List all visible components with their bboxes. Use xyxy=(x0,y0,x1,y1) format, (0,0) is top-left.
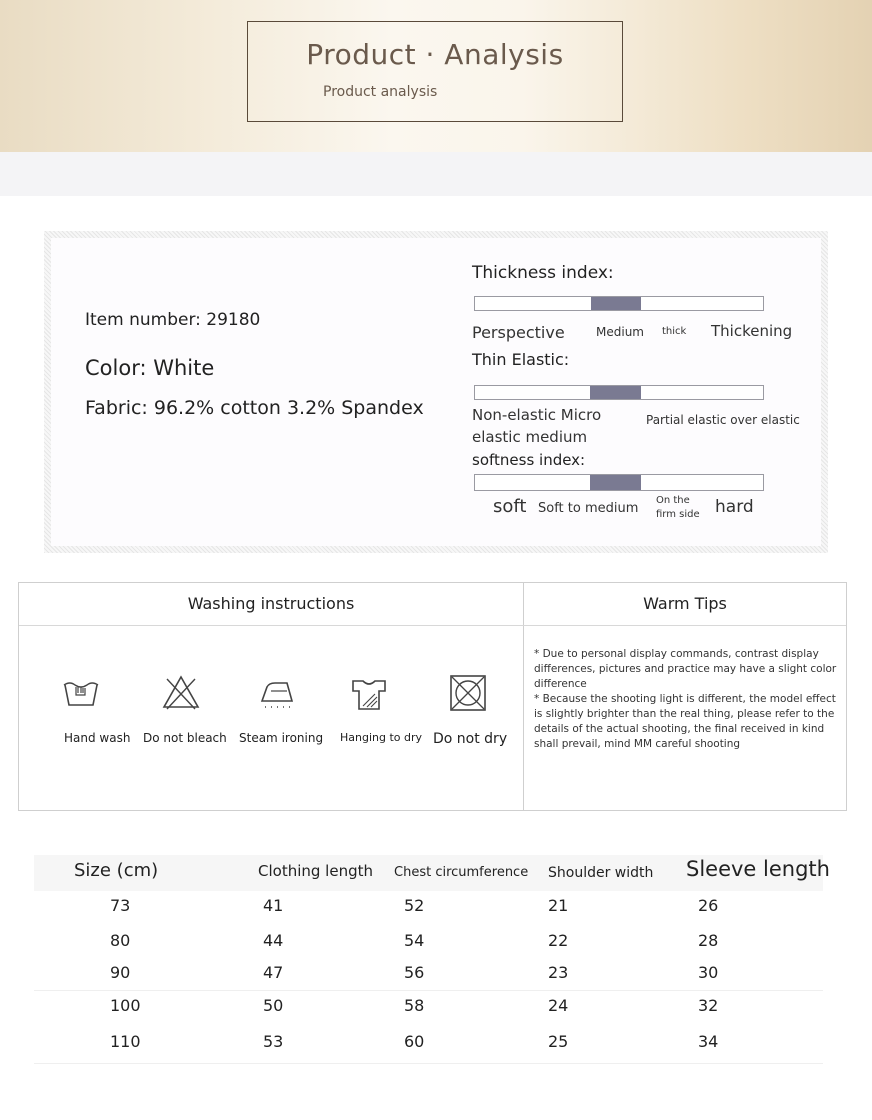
page-title: Product · Analysis xyxy=(306,38,564,71)
softness-label-on-the: On the xyxy=(656,495,690,506)
tip-2: * Because the shooting light is different, the model effect is slightly brighter than the real thing, please refer to the details of the actual shooting, the final received in kind shall prevail, mind MM careful shooting xyxy=(534,693,836,750)
no-bleach-icon xyxy=(161,673,201,713)
elastic-index-title: Thin Elastic: xyxy=(472,350,570,369)
product-color: Color: White xyxy=(85,356,215,380)
warm-tips-text xyxy=(534,647,839,752)
banner-frame xyxy=(247,21,623,122)
cell-sleeve: 32 xyxy=(698,996,719,1015)
cell-chest: 56 xyxy=(404,963,425,982)
product-fabric: Fabric: 96.2% cotton 3.2% Spandex xyxy=(85,397,424,419)
softness-label-hard: hard xyxy=(715,497,754,517)
cell-clothing-length: 44 xyxy=(263,931,284,950)
tips-title: Warm Tips xyxy=(643,594,727,613)
cell-sleeve: 26 xyxy=(698,896,719,915)
thickness-indicator xyxy=(591,297,641,310)
cell-clothing-length: 53 xyxy=(263,1032,284,1051)
softness-indicator xyxy=(590,475,641,490)
cell-clothing-length: 41 xyxy=(263,896,284,915)
elastic-label-nonelastic: Non-elastic Micro xyxy=(472,406,602,424)
header-banner xyxy=(0,0,872,152)
cell-shoulder: 22 xyxy=(548,931,569,950)
hand-wash-icon xyxy=(61,673,101,713)
header-shoulder: Shoulder width xyxy=(548,865,654,881)
cell-clothing-length: 47 xyxy=(263,963,284,982)
cell-shoulder: 21 xyxy=(548,896,569,915)
thickness-label-thickening: Thickening xyxy=(711,322,793,340)
no-dry-label: Do not dry xyxy=(433,731,508,747)
cell-size: 73 xyxy=(110,896,131,915)
elastic-label-partial: Partial elastic over elastic xyxy=(646,413,800,427)
care-section xyxy=(18,582,847,811)
softness-scale xyxy=(474,474,764,491)
cell-size: 90 xyxy=(110,963,131,982)
thickness-index-title: Thickness index: xyxy=(472,263,614,283)
cell-chest: 60 xyxy=(404,1032,425,1051)
divider-band xyxy=(0,152,872,196)
softness-label-firm-side: firm side xyxy=(656,509,700,520)
care-divider-vertical xyxy=(523,583,524,810)
thickness-label-thick: thick xyxy=(662,326,687,337)
hand-wash-label: Hand wash xyxy=(64,731,131,745)
steam-iron-icon xyxy=(257,673,297,713)
thickness-scale xyxy=(474,296,764,311)
row-separator xyxy=(34,990,823,991)
cell-shoulder: 23 xyxy=(548,963,569,982)
cell-size: 100 xyxy=(110,996,141,1015)
washing-title: Washing instructions xyxy=(187,594,355,613)
cell-chest: 58 xyxy=(404,996,425,1015)
elastic-indicator xyxy=(590,386,641,399)
hang-dry-label: Hanging to dry xyxy=(340,731,423,744)
cell-clothing-length: 50 xyxy=(263,996,284,1015)
care-divider-horizontal xyxy=(19,625,846,626)
steam-iron-label: Steam ironing xyxy=(239,731,324,745)
cell-size: 80 xyxy=(110,931,131,950)
hang-dry-icon xyxy=(349,673,389,713)
cell-size: 110 xyxy=(110,1032,141,1051)
softness-label-soft-medium: Soft to medium xyxy=(538,501,639,516)
header-chest: Chest circumference xyxy=(394,865,529,880)
row-separator xyxy=(34,1063,823,1064)
softness-label-soft: soft xyxy=(493,496,527,517)
cell-sleeve: 28 xyxy=(698,931,719,950)
item-number: Item number: 29180 xyxy=(85,310,261,330)
header-size: Size (cm) xyxy=(74,860,159,881)
no-tumble-dry-icon xyxy=(448,673,488,713)
elastic-label-medium: elastic medium xyxy=(472,428,588,446)
cell-chest: 52 xyxy=(404,896,425,915)
page-subtitle: Product analysis xyxy=(323,84,438,100)
cell-shoulder: 25 xyxy=(548,1032,569,1051)
thickness-label-medium: Medium xyxy=(596,325,644,339)
product-info-inner xyxy=(51,238,821,546)
cell-sleeve: 34 xyxy=(698,1032,719,1051)
tip-1: * Due to personal display commands, contrast display differences, pictures and practice may have a slight color difference xyxy=(534,648,837,690)
elastic-scale xyxy=(474,385,764,400)
cell-chest: 54 xyxy=(404,931,425,950)
cell-shoulder: 24 xyxy=(548,996,569,1015)
header-sleeve: Sleeve length xyxy=(686,857,830,881)
header-clothing-length: Clothing length xyxy=(258,862,373,880)
no-bleach-label: Do not bleach xyxy=(143,731,227,745)
thickness-label-perspective: Perspective xyxy=(472,323,565,342)
product-info-panel xyxy=(44,231,828,553)
cell-sleeve: 30 xyxy=(698,963,719,982)
softness-index-title: softness index: xyxy=(472,451,586,469)
